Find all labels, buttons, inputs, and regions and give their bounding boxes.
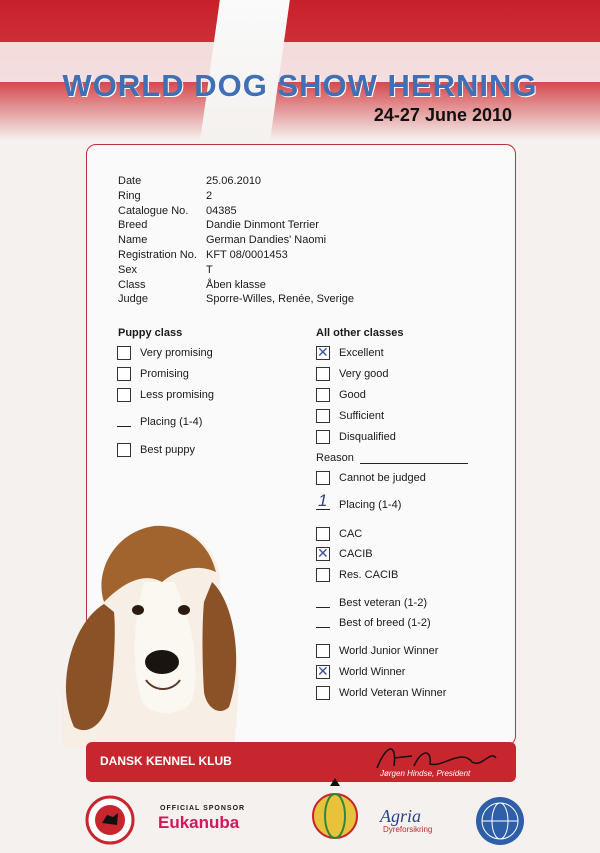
checkbox-label: Sufficient — [339, 410, 385, 422]
checkbox-label: Very promising — [140, 347, 213, 359]
info-row-class — [118, 278, 354, 293]
checkbox[interactable] — [117, 346, 131, 360]
reason-label: Reason — [316, 452, 354, 464]
info-row-registration — [118, 248, 354, 263]
checkbox[interactable] — [316, 367, 330, 381]
info-value: German Dandies' Naomi — [206, 234, 327, 247]
grade-good[interactable] — [316, 388, 366, 402]
world-dog-show-globe-logo — [310, 776, 360, 842]
checkbox-label: Excellent — [339, 347, 384, 359]
beagle-photo — [34, 512, 254, 748]
checkbox-checked[interactable] — [316, 547, 330, 561]
placing-label: Placing (1-4) — [339, 499, 402, 511]
entry-info — [118, 174, 354, 307]
puppy-less-promising[interactable] — [117, 388, 214, 402]
puppy-promising[interactable] — [117, 367, 189, 381]
info-label: Date — [118, 175, 142, 187]
page-title: WORLD DOG SHOW HERNING — [62, 68, 538, 103]
info-value: T — [206, 263, 213, 276]
info-label: Ring — [118, 189, 141, 202]
reason-input-line[interactable] — [360, 453, 468, 464]
checkbox-label: CAC — [339, 528, 363, 540]
checkbox[interactable] — [117, 367, 131, 381]
info-row-breed — [118, 218, 354, 233]
grade-excellent[interactable] — [316, 346, 384, 360]
reason-field[interactable] — [316, 452, 468, 464]
checkbox[interactable] — [316, 686, 330, 700]
puppy-very-promising[interactable] — [117, 346, 213, 360]
checkbox-label: Cannot be judged — [339, 472, 426, 484]
placing-blank[interactable] — [316, 598, 330, 608]
info-label: Class — [118, 278, 146, 291]
grade-sufficient[interactable] — [316, 409, 384, 423]
grade-very-good[interactable] — [316, 367, 389, 381]
info-value: Sporre-Willes, Renée, Sverige — [206, 293, 354, 306]
checkbox-label: Res. CACIB — [339, 569, 399, 581]
fci-logo — [474, 795, 526, 847]
info-value: KFT 08/0001453 — [206, 248, 288, 261]
info-value: 2 — [206, 189, 213, 202]
world-veteran-winner[interactable] — [316, 686, 446, 700]
info-label: Registration No. — [118, 248, 197, 261]
checkbox[interactable] — [316, 527, 330, 541]
sponsor-label: OFFICIAL SPONSOR — [160, 805, 246, 812]
info-row-catalogue — [118, 204, 354, 219]
placing-blank[interactable] — [316, 618, 330, 628]
info-label: Breed — [118, 219, 148, 232]
world-winner[interactable] — [316, 665, 405, 679]
checkbox[interactable] — [316, 409, 330, 423]
dansk-kennel-klub-logo — [85, 795, 135, 845]
puppy-class-title: Puppy class — [118, 327, 183, 339]
world-junior-winner[interactable] — [316, 644, 438, 658]
checkbox[interactable] — [117, 388, 131, 402]
best-of-breed[interactable] — [316, 617, 431, 629]
info-label: Sex — [118, 263, 137, 276]
event-dates: 24-27 June 2010 — [373, 105, 512, 125]
placing-handwritten-value: 1 — [318, 491, 328, 510]
other-classes-title: All other classes — [316, 327, 404, 339]
checkbox[interactable] — [316, 430, 330, 444]
checkbox[interactable] — [316, 388, 330, 402]
checkbox-label: Disqualified — [339, 431, 396, 443]
checkbox-label: Promising — [140, 368, 189, 380]
info-label: Name — [118, 234, 148, 247]
agria-logo: Agria — [380, 806, 422, 826]
checkbox-label: Best puppy — [140, 444, 196, 456]
info-row-name — [118, 233, 354, 248]
checkbox-label: World Winner — [339, 666, 406, 678]
puppy-best-puppy[interactable] — [117, 443, 195, 457]
checkbox-checked[interactable] — [316, 665, 330, 679]
puppy-placing[interactable] — [117, 416, 202, 428]
info-row-sex — [118, 263, 354, 278]
title-res-cacib[interactable] — [316, 568, 398, 582]
info-label: Catalogue No. — [118, 204, 189, 217]
info-value: Dandie Dinmont Terrier — [206, 219, 319, 232]
placing-label: Best veteran (1-2) — [339, 597, 428, 609]
placing-label: Placing (1-4) — [140, 416, 203, 428]
cannot-be-judged[interactable] — [316, 471, 426, 485]
checkbox-checked[interactable] — [316, 346, 330, 360]
placing-blank[interactable] — [117, 417, 131, 427]
info-value: Åben klasse — [206, 278, 266, 291]
other-placing[interactable] — [316, 491, 402, 511]
checkbox-label: Less promising — [140, 389, 214, 401]
best-veteran[interactable] — [316, 597, 427, 609]
info-row-date — [118, 174, 354, 189]
title-cac[interactable] — [316, 527, 362, 541]
info-row-ring — [118, 189, 354, 204]
checkbox[interactable] — [316, 471, 330, 485]
grade-disqualified[interactable] — [316, 430, 396, 444]
info-value: 04385 — [206, 204, 237, 217]
info-label: Judge — [118, 293, 148, 306]
info-row-judge — [118, 292, 354, 307]
placing-label: Best of breed (1-2) — [339, 617, 431, 629]
placing-blank[interactable] — [316, 491, 330, 510]
checkbox[interactable] — [316, 568, 330, 582]
title-cacib[interactable] — [316, 547, 373, 561]
checkbox-label: World Junior Winner — [339, 645, 439, 657]
checkbox-label: World Veteran Winner — [339, 687, 447, 699]
checkbox[interactable] — [117, 443, 131, 457]
checkbox-label: CACIB — [339, 548, 373, 560]
eukanuba-logo: Eukanuba — [158, 813, 240, 832]
checkbox-label: Good — [339, 389, 366, 401]
checkbox-label: Very good — [339, 368, 389, 380]
checkbox[interactable] — [316, 644, 330, 658]
agria-subtitle: Dyreforsikring — [383, 825, 433, 834]
signer-name: Jørgen Hindse, President — [380, 769, 471, 778]
club-name: DANSK KENNEL KLUB — [100, 754, 232, 768]
info-value: 25.06.2010 — [206, 175, 262, 187]
